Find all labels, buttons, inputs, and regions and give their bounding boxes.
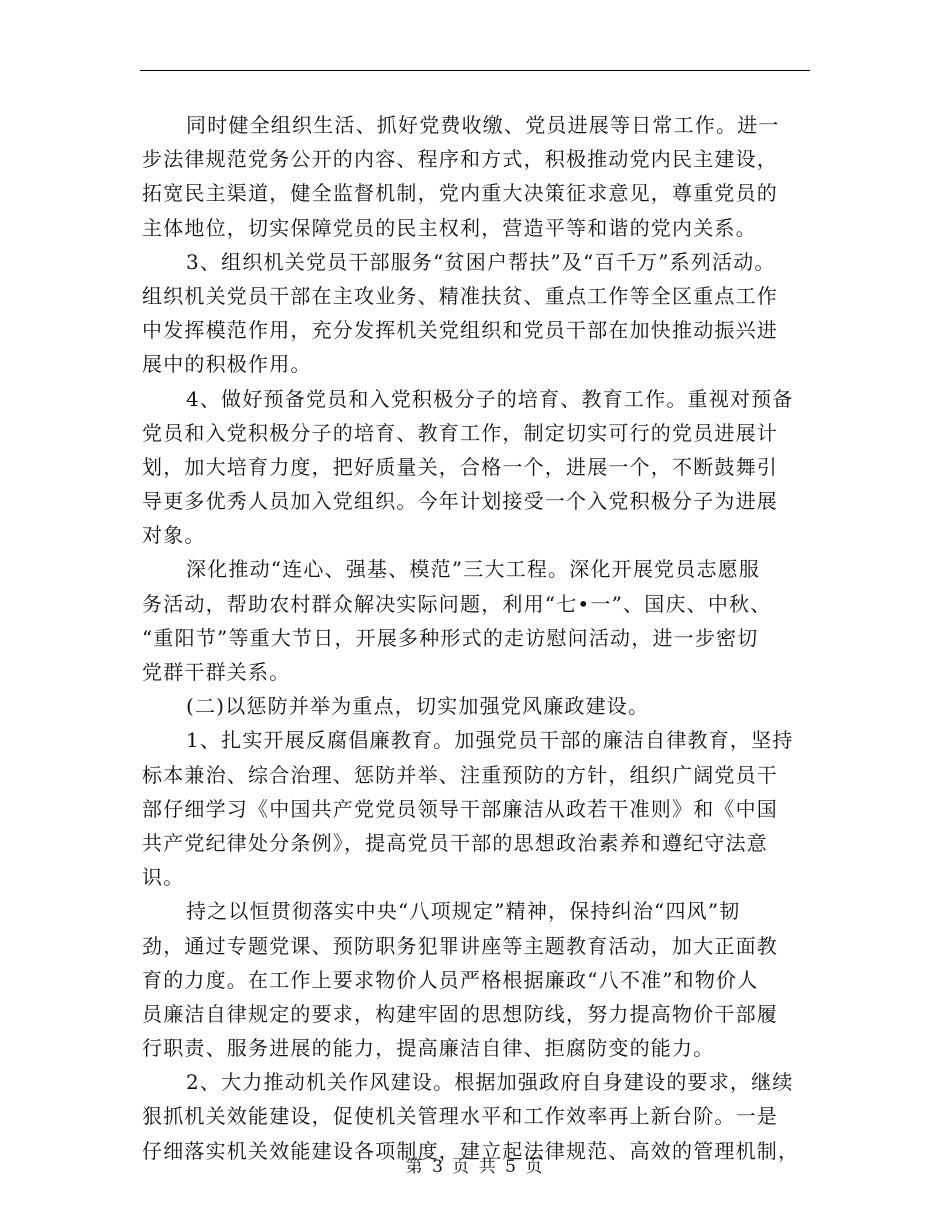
text-line: 拓宽民主渠道，健全监督机制，党内重大决策征求意见，尊重党员的 <box>142 181 778 206</box>
text-line: 识。 <box>142 865 185 890</box>
text-line: 主体地位，切实保障党员的民主权利，营造平等和谐的党内关系。 <box>142 215 757 240</box>
text-line: 划，加大培育力度，把好质量关，合格一个，进展一个，不断鼓舞引 <box>142 454 778 479</box>
text-line: 深化推动“连心、强基、模范”三大工程。深化开展党员志愿服 <box>186 557 761 582</box>
text-line: 步法律规范党务公开的内容、程序和方式，积极推动党内民主建设， <box>142 147 778 172</box>
text-line: 组织机关党员干部在主攻业务、精准扶贫、重点工作等全区重点工作 <box>142 283 778 308</box>
text-line: 员廉洁自律规定的要求，构建牢固的思想防线，努力提高物价干部履 <box>142 1001 778 1026</box>
text-line: 标本兼治、综合治理、惩防并举、注重预防的方针，组织广阔党员干 <box>142 762 778 787</box>
page-number-footer: 第 3 页 共 5 页 <box>405 1157 545 1177</box>
text-line: 同时健全组织生活、抓好党费收缴、党员进展等日常工作。进一 <box>186 113 780 137</box>
text-line: 育的力度。在工作上要求物价人员严格根据廉政“八不准”和物价人 <box>142 967 759 992</box>
text-line: 持之以恒贯彻落实中央“八项规定”精神，保持纠治“四风”韧 <box>186 899 741 924</box>
text-line: 狠抓机关效能建设，促使机关管理水平和工作效率再上新台阶。一是 <box>142 1104 778 1129</box>
text-line: 展中的积极作用。 <box>142 352 312 377</box>
text-line: 行职责、服务进展的能力，提高廉洁自律、拒腐防变的能力。 <box>142 1036 715 1061</box>
text-line: 党员和入党积极分子的培育、教育工作，制定切实可行的党员进展计 <box>142 420 778 445</box>
text-line: 共产党纪律处分条例》，提高党员干部的思想政治素养和遵纪守法意 <box>142 830 768 855</box>
text-line: 务活动，帮助农村群众解决实际问题，利用“七•一”、国庆、中秋、 <box>142 591 772 616</box>
text-line: 中发挥模范作用，充分发挥机关党组织和党员干部在加快推动振兴进 <box>142 318 778 343</box>
text-line: 1、扎实开展反腐倡廉教育。加强党员干部的廉洁自律教育，坚持 <box>186 728 794 753</box>
text-line: 4、做好预备党员和入党积极分子的培育、教育工作。重视对预备 <box>186 386 794 411</box>
text-line: 劲，通过专题党课、预防职务犯罪讲座等主题教育活动，加大正面教 <box>142 933 778 958</box>
text-line: 党群干群关系。 <box>142 660 291 684</box>
text-line: 部仔细学习《中国共产党党员领导干部廉洁从政若干准则》和《中国 <box>142 796 778 821</box>
text-line: 2、大力推动机关作风建设。根据加强政府自身建设的要求，继续 <box>186 1070 794 1095</box>
text-line: 对象。 <box>142 523 206 548</box>
document-body <box>142 108 842 1168</box>
text-line: 仔细落实机关效能建设各项制度，建立起法律规范、高效的管理机制， <box>142 1138 800 1163</box>
header-rule <box>140 70 810 71</box>
text-line: 3、组织机关党员干部服务“贫困户帮扶”及“百千万”系列活动。 <box>186 249 776 274</box>
text-line: (二)以惩防并举为重点，切实加强党风廉政建设。 <box>186 694 650 719</box>
text-line: 导更多优秀人员加入党组织。今年计划接受一个入党积极分子为进展 <box>142 489 778 514</box>
text-line: “重阳节”等重大节日，开展多种形式的走访慰问活动，进一步密切 <box>142 625 759 650</box>
